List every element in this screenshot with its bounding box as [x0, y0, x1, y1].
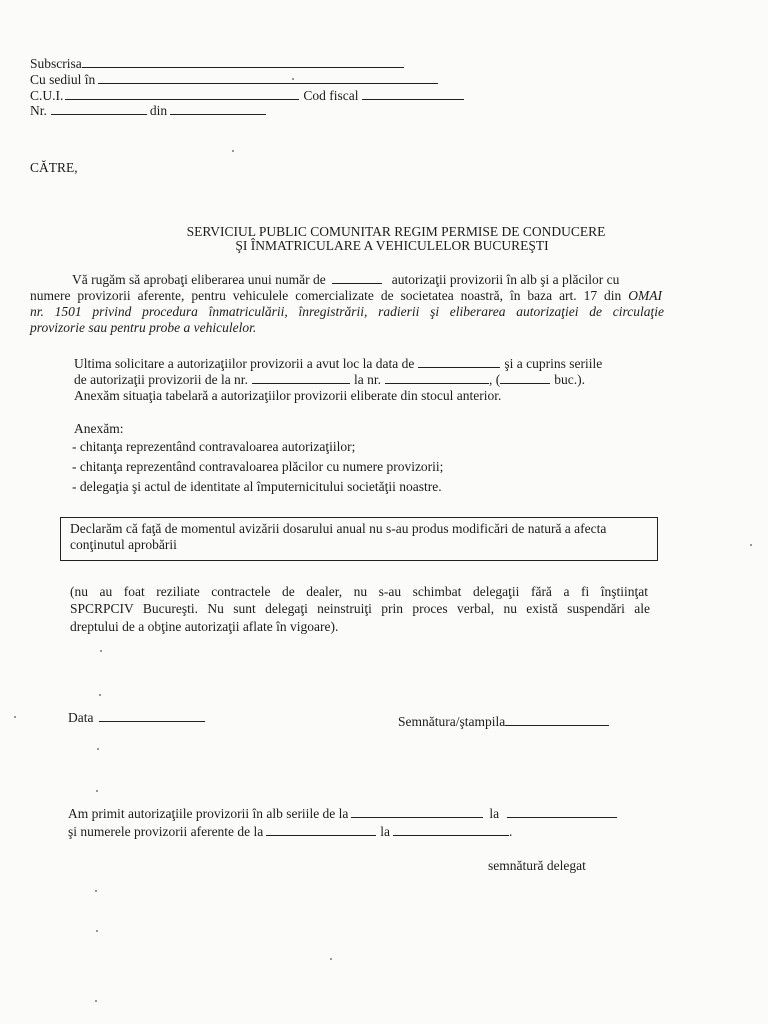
- receipt-text-b: la: [489, 806, 500, 821]
- catre-label: CĂTRE,: [30, 160, 78, 175]
- omai-ref: OMAI: [628, 288, 663, 303]
- scan-speck: [97, 748, 99, 750]
- sediul-field[interactable]: [98, 72, 438, 84]
- receipt-line-1: [68, 806, 617, 822]
- declaration-line-2: conţinutul aprobării: [70, 537, 177, 552]
- institution-line-1: SERVICIUL PUBLIC COMUNITAR REGIM PERMISE DE CONDUCERE: [186, 224, 606, 239]
- scan-speck: [232, 150, 234, 152]
- request-line-1: [72, 272, 619, 288]
- last-request-text-c: de autorizaţii provizorii de la nr.: [74, 372, 248, 387]
- request-line-2: [30, 288, 662, 304]
- cod-fiscal-label: Cod fiscal: [303, 88, 359, 103]
- cui-line: [30, 88, 464, 104]
- scan-speck: [330, 958, 332, 960]
- last-request-text-d: la nr.: [353, 372, 381, 387]
- sediul-label: Cu sediul în: [30, 72, 96, 87]
- annex-item: - delegaţia şi actul de identitate al împuternicitului societăţii noastre.: [72, 479, 442, 494]
- scan-speck: [14, 716, 16, 718]
- scan-speck: [96, 790, 98, 792]
- receipt-text-a: Am primit autorizaţiile provizorii în alb seriile de la: [68, 806, 349, 821]
- receipt-plates-from-field[interactable]: [266, 824, 376, 836]
- declaration-line-1: Declarăm că faţă de momentul avizării dosarului anual nu s-au produs modificări de natură a afecta: [70, 521, 607, 536]
- annex-item: - chitanţa reprezentând contravaloarea autorizaţiilor;: [72, 439, 356, 454]
- signature-field[interactable]: [505, 714, 609, 726]
- din-label: din: [149, 103, 168, 118]
- data-field[interactable]: [99, 710, 205, 722]
- sediul-line: [30, 72, 438, 88]
- request-text-a: Vă rugăm să aprobaţi eliberarea unui număr de: [72, 272, 326, 287]
- receipt-series-from-field[interactable]: [351, 806, 483, 818]
- last-request-text-f: buc.).: [554, 372, 585, 387]
- series-from-field[interactable]: [252, 372, 350, 384]
- receipt-text-e: .: [509, 824, 513, 839]
- scan-speck: [95, 890, 97, 892]
- scan-speck: [292, 78, 294, 80]
- cod-fiscal-field[interactable]: [362, 88, 464, 100]
- note-line-3: dreptului de a obţine autorizaţii aflate în vigoare).: [70, 619, 339, 634]
- receipt-line-2: [68, 824, 512, 840]
- last-request-text-b: şi a cuprins seriile: [504, 356, 603, 371]
- subscrisa-field[interactable]: [82, 56, 404, 68]
- receipt-series-to-field[interactable]: [507, 806, 617, 818]
- count-field[interactable]: [332, 272, 382, 284]
- last-request-line-3: Anexăm situaţia tabelară a autorizaţiilor provizorii eliberate din stocul anterior.: [74, 388, 502, 403]
- request-text-b: autorizaţii provizorii în alb şi a plăcilor cu: [391, 272, 620, 287]
- cui-field[interactable]: [65, 88, 299, 100]
- last-request-text-a: Ultima solicitare a autorizaţiilor provizorii a avut loc la data de: [74, 356, 415, 371]
- note-line-2: SPCRPCIV Bucureşti. Nu sunt delegaţi neinstruiţi prin proces verbal, nu există suspendări ale: [70, 601, 650, 616]
- last-request-text-e: , (: [488, 372, 501, 387]
- signature-label: Semnătura/ştampila: [398, 714, 506, 729]
- subscrisa-line: [30, 56, 404, 72]
- scan-speck: [750, 544, 752, 546]
- data-label: Data: [68, 710, 94, 725]
- scan-speck: [96, 930, 98, 932]
- din-field[interactable]: [170, 103, 266, 115]
- last-date-field[interactable]: [418, 356, 500, 368]
- nr-field[interactable]: [51, 103, 147, 115]
- signature-line: [398, 714, 609, 730]
- nr-label: Nr.: [30, 103, 47, 118]
- subscrisa-label: Subscrisa: [30, 56, 82, 71]
- scan-speck: [100, 650, 102, 652]
- last-request-line-2: [74, 372, 585, 388]
- receipt-plates-to-field[interactable]: [393, 824, 509, 836]
- delegate-signature-label: semnătură delegat: [488, 858, 586, 873]
- data-line: [68, 710, 205, 726]
- nr-line: [30, 103, 266, 119]
- pieces-field[interactable]: [500, 372, 550, 384]
- note-line-1: (nu au foat reziliate contractele de dealer, nu s-au schimbat delegaţii fără a fi înştiinţat: [70, 584, 648, 599]
- request-line-3: nr. 1501 privind procedura înmatriculării, înregistrării, radierii şi eliberarea autorizaţiei de circulaţie: [30, 304, 664, 319]
- receipt-text-d: la: [380, 824, 391, 839]
- request-text-c: numere provizorii aferente, pentru vehiculele comercializate de societatea noastră, în baza art. 17 din: [30, 288, 622, 303]
- receipt-text-c: şi numerele provizorii aferente de la: [68, 824, 264, 839]
- last-request-line-1: [74, 356, 602, 372]
- annex-item: - chitanţa reprezentând contravaloarea plăcilor cu numere provizorii;: [72, 459, 444, 474]
- series-to-field[interactable]: [385, 372, 489, 384]
- request-line-4: provizorie sau pentru probe a vehiculelor.: [30, 320, 257, 335]
- scan-speck: [95, 1000, 97, 1002]
- cui-label: C.U.I.: [30, 88, 64, 103]
- scan-speck: [99, 694, 101, 696]
- annex-title: Anexăm:: [74, 421, 124, 436]
- institution-line-2: ŞI ÎNMATRICULARE A VEHICULELOR BUCUREŞTI: [235, 238, 549, 253]
